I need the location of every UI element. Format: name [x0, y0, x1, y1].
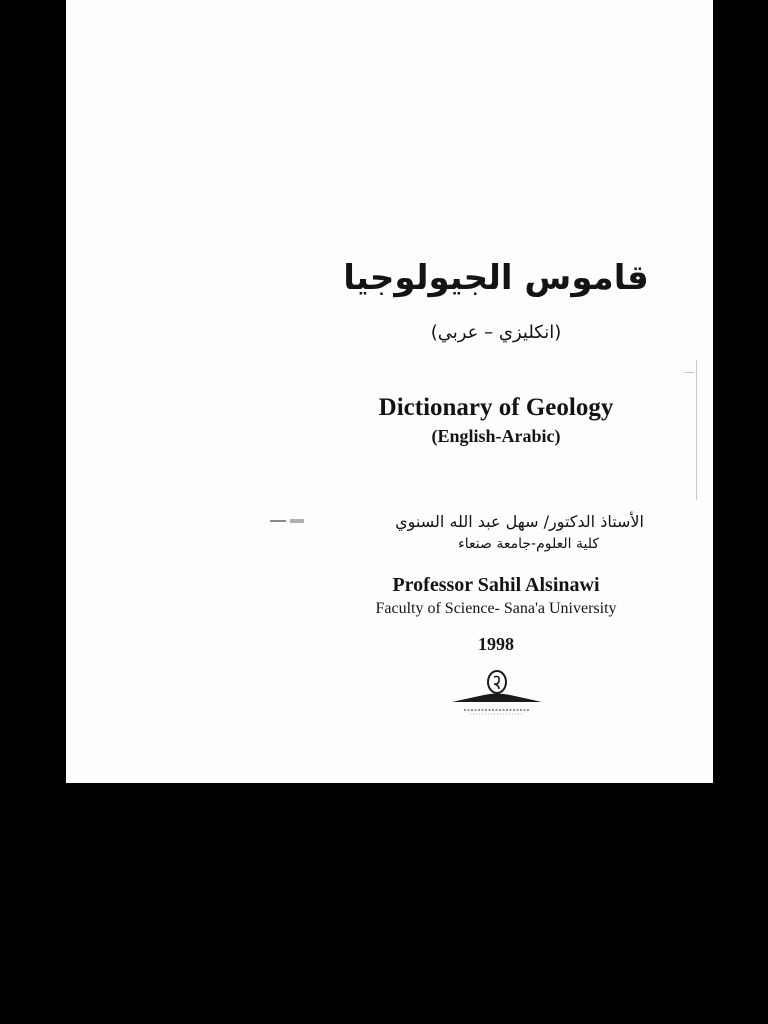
publication-year: 1998 — [478, 634, 514, 654]
english-subtitle: (English-Arabic) — [431, 426, 561, 446]
book-cover-page — [66, 0, 713, 783]
scan-mark — [290, 519, 304, 523]
scan-mark — [270, 520, 286, 522]
arabic-title: قاموس الجيولوجيا — [343, 258, 649, 298]
scan-edge-line — [696, 360, 697, 500]
scan-edge-line — [684, 372, 694, 373]
arabic-author: الأستاذ الدكتور/ سهل عبد الله السنوي — [395, 512, 644, 531]
english-author: Professor Sahil Alsinawi — [392, 574, 600, 596]
english-faculty: Faculty of Science- Sana'a University — [375, 600, 617, 617]
arabic-subtitle: (انكليزي – عربي) — [430, 322, 562, 343]
publisher-logo-icon — [450, 668, 544, 718]
arabic-faculty: كلية العلوم-جامعة صنعاء — [458, 536, 599, 552]
english-title: Dictionary of Geology — [378, 394, 614, 421]
